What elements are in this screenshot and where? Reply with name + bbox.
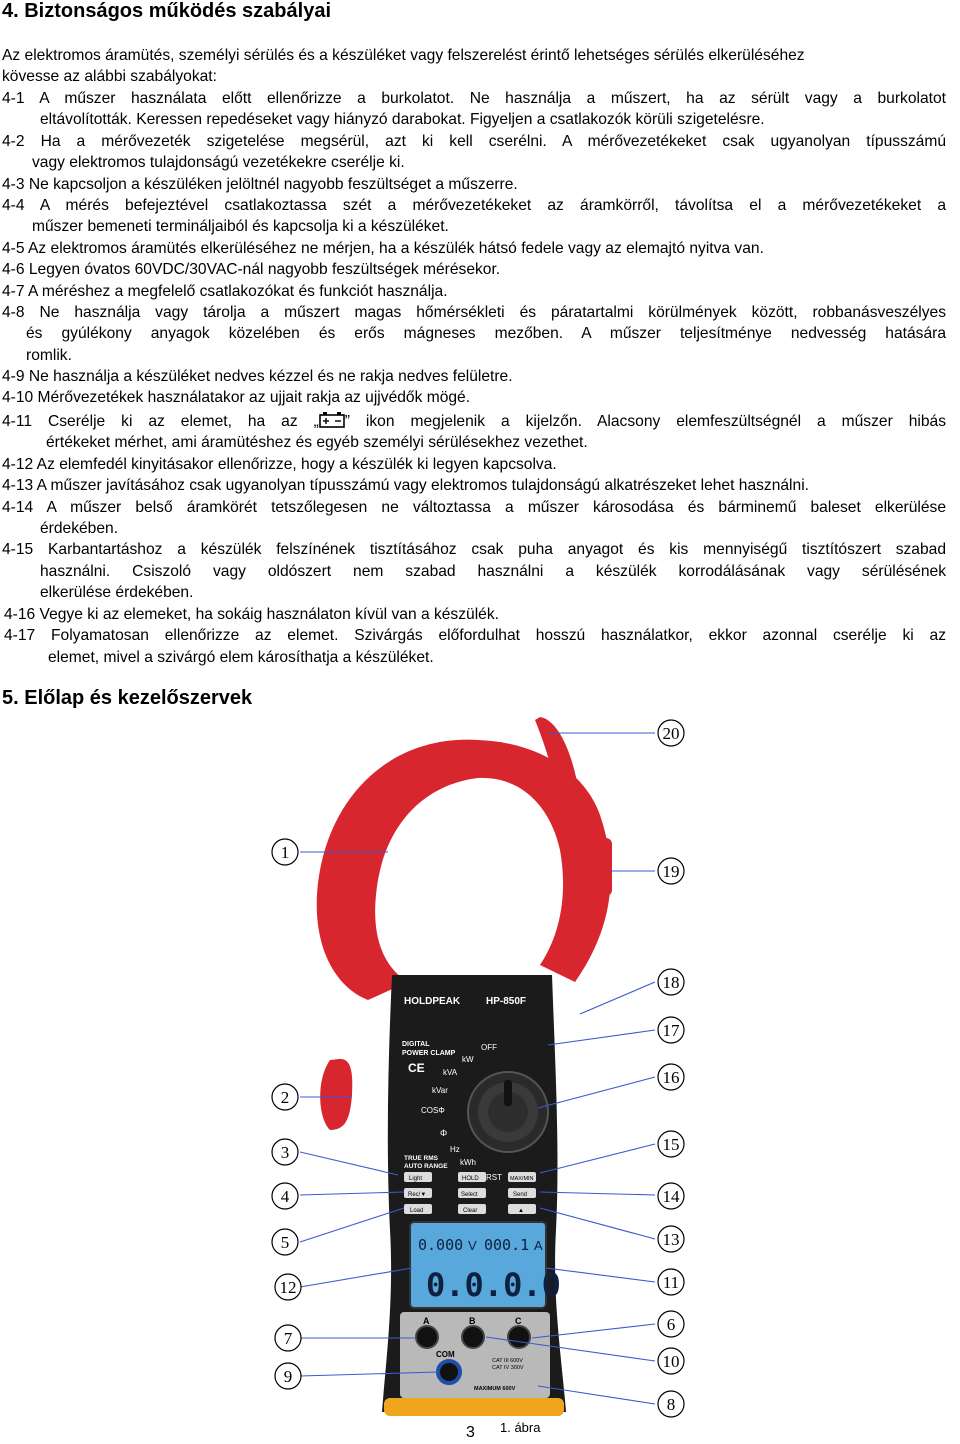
intro-line-2: kövesse az alábbi szabályokat:: [2, 68, 217, 85]
svg-text:Rec/▼: Rec/▼: [408, 1192, 427, 1198]
callout-12: [275, 1274, 301, 1300]
rotary-dial[interactable]: [468, 1072, 548, 1152]
rule-4-15-line-2: használni. Csiszoló vagy oldószert nem szabad használni a készülék korrodálásának vagy sérülésének: [40, 563, 946, 580]
svg-text:11: 11: [662, 1273, 680, 1292]
jack-c[interactable]: [508, 1326, 530, 1348]
lcd-right-value: 000.1: [484, 1236, 530, 1254]
bottom-trim: [384, 1398, 564, 1416]
button-clear[interactable]: [458, 1204, 486, 1214]
intro-line-1: Az elektromos áramütés, személyi sérülés és a készüléket vagy felszerelést érintő lehetséges sérülés elkerüléséhez: [2, 47, 805, 64]
rule-4-14-line-1: 4-14 A műszer belső áramkörét tetszőlegesen ne változtassa a műszer károsodása és bárminemű baleset elkerülése: [2, 499, 946, 516]
rule-4-15-line-1: 4-15 Karbantartáshoz a készülék felszínének tisztításához csak puha anyagot és kis mennyiségű tisztítószert szabad: [2, 541, 946, 558]
callout-16: [658, 1064, 684, 1090]
svg-text:19: 19: [662, 862, 680, 881]
svg-text:16: 16: [662, 1068, 680, 1087]
rule-4-17-line-1: 4-17 Folyamatosan ellenőrizze az elemet. Szivárgás előfordulhat hosszú használatkor, ekkor azonnal cserélje ki az: [4, 627, 946, 644]
svg-text:3: 3: [280, 1143, 290, 1162]
svg-text:Select: Select: [461, 1192, 478, 1198]
dial-kva: kVA: [443, 1068, 458, 1077]
rule-4-11-line-2: értékeket mérhet, ami áramütéshez és egyéb személyi sérülésekhez vezethet.: [46, 434, 588, 451]
svg-text:4: 4: [280, 1187, 290, 1206]
rule-4-6: 4-6 Legyen óvatos 60VDC/30VAC-nál nagyobb feszültségek mérésekor.: [2, 261, 501, 278]
rule-4-8-line-1: 4-8 Ne használja vagy tárolja a műszert magas hőmérsékleti és páratartalmi körülmények között, robbanásveszélyes: [2, 304, 946, 321]
rule-4-15-line-3: elkerülése érdekében.: [40, 584, 194, 601]
callout-8: [658, 1391, 684, 1417]
rule-4-11-line-1: [2, 411, 946, 432]
cat-rating-1: CAT III 600V: [492, 1358, 523, 1364]
svg-text:Send: Send: [513, 1192, 528, 1198]
callout-20: [658, 720, 684, 746]
callout-11: [658, 1269, 684, 1295]
rule-4-14-line-2: érdekében.: [40, 520, 119, 537]
rst-label: RST: [486, 1173, 502, 1182]
jack-label-a: A: [423, 1316, 430, 1326]
svg-text:20: 20: [662, 724, 680, 743]
rule-4-13: 4-13 A műszer javításához csak ugyanolyan típusszámú vagy elektromos tulajdonságú alkatrészeket lehet használni.: [2, 477, 809, 494]
true-rms-line-1: TRUE RMS: [404, 1155, 438, 1162]
callout-1: [272, 839, 298, 865]
rule-4-8-line-3: romlik.: [26, 347, 72, 364]
rule-4-12: 4-12 Az elemfedél kinyitásakor ellenőrizze, hogy a készülék ki legyen kapcsolva.: [2, 456, 557, 473]
button-load[interactable]: [404, 1204, 432, 1214]
rule-4-16: 4-16 Vegye ki az elemeket, ha sokáig használaton kívül van a készülék.: [4, 606, 499, 623]
svg-text:2: 2: [280, 1088, 290, 1107]
callout-18: [658, 969, 684, 995]
button-send[interactable]: [508, 1188, 536, 1198]
callout-17: [658, 1017, 684, 1043]
callout-6: [658, 1311, 684, 1337]
jack-label-c: C: [515, 1316, 522, 1326]
desc-line-1: DIGITAL: [402, 1041, 430, 1048]
clamp-meter-illustration: [317, 717, 612, 1416]
callout-4: [272, 1183, 298, 1209]
svg-text:17: 17: [662, 1021, 680, 1040]
lcd-right-unit: A: [534, 1238, 543, 1253]
figure-caption: 1. ábra: [500, 1420, 541, 1435]
rule-4-11-pre: 4-11 Cserélje ki az elemet, ha az „: [2, 413, 319, 430]
svg-text:8: 8: [666, 1395, 676, 1414]
callout-15: [658, 1131, 684, 1157]
lcd-left-unit: V: [468, 1238, 477, 1253]
svg-text:12: 12: [279, 1278, 297, 1297]
desc-line-2: POWER CLAMP: [402, 1050, 456, 1057]
jack-com[interactable]: [438, 1361, 460, 1383]
dial-off: OFF: [481, 1043, 497, 1052]
callout-10: [658, 1348, 684, 1374]
jaw-left-trigger: [320, 1059, 352, 1130]
dial-cos: COSΦ: [421, 1106, 445, 1115]
callout-14: [658, 1183, 684, 1209]
callout-9: [275, 1363, 301, 1389]
true-rms-line-2: AUTO RANGE: [404, 1163, 448, 1170]
rule-4-9: 4-9 Ne használja a készüléket nedves kézzel és ne rakja nedves felületre.: [2, 368, 513, 385]
dial-kwh: kWh: [460, 1158, 476, 1167]
svg-text:7: 7: [283, 1329, 293, 1348]
jack-label-b: B: [469, 1316, 476, 1326]
rule-4-17-line-2: elemet, mivel a szivárgó elem károsíthatja a készüléket.: [48, 649, 434, 666]
svg-text:▲: ▲: [518, 1208, 524, 1214]
svg-text:15: 15: [662, 1135, 680, 1154]
cat-rating-2: CAT IV 300V: [492, 1365, 524, 1371]
dial-hz: Hz: [450, 1145, 460, 1154]
svg-text:9: 9: [283, 1367, 293, 1386]
rule-4-10: 4-10 Mérővezetékek használatakor az ujjait rakja az ujjvédők mögé.: [2, 389, 471, 406]
rule-4-4-line-1: 4-4 A mérés befejeztével csatlakoztassa szét a mérővezetékeket az áramkörről, távolítsa el a mérővezetékeket a: [2, 197, 946, 214]
callout-13: [658, 1226, 684, 1252]
callout-2: [272, 1084, 298, 1110]
jaw-opening-trigger: [578, 838, 612, 896]
callout-5: [272, 1229, 298, 1255]
callout-7: [275, 1325, 301, 1351]
ce-mark: CE: [408, 1061, 425, 1075]
svg-text:MAX/MIN: MAX/MIN: [510, 1176, 534, 1182]
callout-19: [658, 858, 684, 884]
rule-4-8-line-2: és gyúlékony anyagok közelében és erős mágneses mezőben. A műszer teljesítménye nedvesség hatására: [26, 325, 946, 342]
callout-3: [272, 1139, 298, 1165]
rule-4-7: 4-7 A méréshez a megfelelő csatlakozókat és funkciót használja.: [2, 283, 448, 300]
svg-text:10: 10: [662, 1352, 680, 1371]
jack-a[interactable]: [416, 1326, 438, 1348]
rule-4-11-post: ” ikon megjelenik a kijelzőn. Alacsony elemfeszültségnél a műszer hibás: [344, 413, 946, 430]
svg-text:Light: Light: [409, 1176, 423, 1182]
model-label: HP-850F: [486, 996, 527, 1007]
svg-text:Load: Load: [410, 1208, 424, 1214]
lcd-left-value: 0.000: [418, 1236, 464, 1254]
button-up[interactable]: [508, 1204, 536, 1214]
button-rec[interactable]: [404, 1188, 432, 1198]
max-rating: MAXIMUM 600V: [474, 1386, 516, 1392]
svg-text:13: 13: [662, 1230, 680, 1249]
button-maxmin[interactable]: [508, 1172, 536, 1182]
rule-4-2-line-1: 4-2 Ha a mérővezeték szigetelése megsérül, azt ki kell cserélni. A mérővezetékeket csak ugyanolyan típusszámú: [2, 133, 946, 150]
svg-text:18: 18: [662, 973, 680, 992]
rule-4-4-line-2: műszer bemeneti termináljaiból és kapcsolja ki a készüléket.: [32, 218, 449, 235]
brand-label: HOLDPEAK: [404, 996, 461, 1007]
rule-4-2-line-2: vagy elektromos tulajdonságú vezetékekre cserélje ki.: [32, 154, 405, 171]
rule-4-5: 4-5 Az elektromos áramütés elkerüléséhez ne mérjen, ha a készülék hátsó fedele vagy az elemajtó nyitva van.: [2, 240, 764, 257]
section-4-title: 4. Biztonságos működés szabályai: [2, 0, 331, 22]
button-light[interactable]: [404, 1172, 432, 1182]
rule-4-1-line-2: eltávolították. Keressen repedéseket vagy hiányzó darabokat. Figyeljen a csatlakozók körüli szigetelésre.: [40, 111, 765, 128]
section-5-title: 5. Előlap és kezelőszervek: [2, 687, 253, 709]
jack-b[interactable]: [462, 1326, 484, 1348]
dial-kw: kW: [462, 1055, 474, 1064]
button-select[interactable]: [458, 1188, 486, 1198]
clamp-meter-figure: [0, 700, 960, 1444]
rule-4-3: 4-3 Ne kapcsoljon a készüléken jelöltnél nagyobb feszültséget a műszerre.: [2, 176, 518, 193]
svg-text:14: 14: [662, 1187, 680, 1206]
svg-text:HOLD: HOLD: [462, 1176, 479, 1182]
dial-kvar: kVar: [432, 1086, 448, 1095]
jack-label-com: COM: [436, 1350, 455, 1359]
svg-text:5: 5: [280, 1233, 290, 1252]
rule-4-1-line-1: 4-1 A műszer használata előtt ellenőrizze a burkolatot. Ne használja a műszert, ha az sérült vagy a burkolatot: [2, 90, 946, 107]
dial-phi: Φ: [440, 1128, 448, 1138]
lcd-main-value: 0.0.0.0: [426, 1266, 561, 1304]
button-hold[interactable]: [458, 1172, 486, 1182]
svg-text:Clear: Clear: [463, 1208, 478, 1214]
battery-icon: [319, 412, 345, 428]
svg-text:6: 6: [666, 1315, 676, 1334]
page-number: 3: [466, 1424, 475, 1441]
svg-text:1: 1: [280, 843, 290, 862]
